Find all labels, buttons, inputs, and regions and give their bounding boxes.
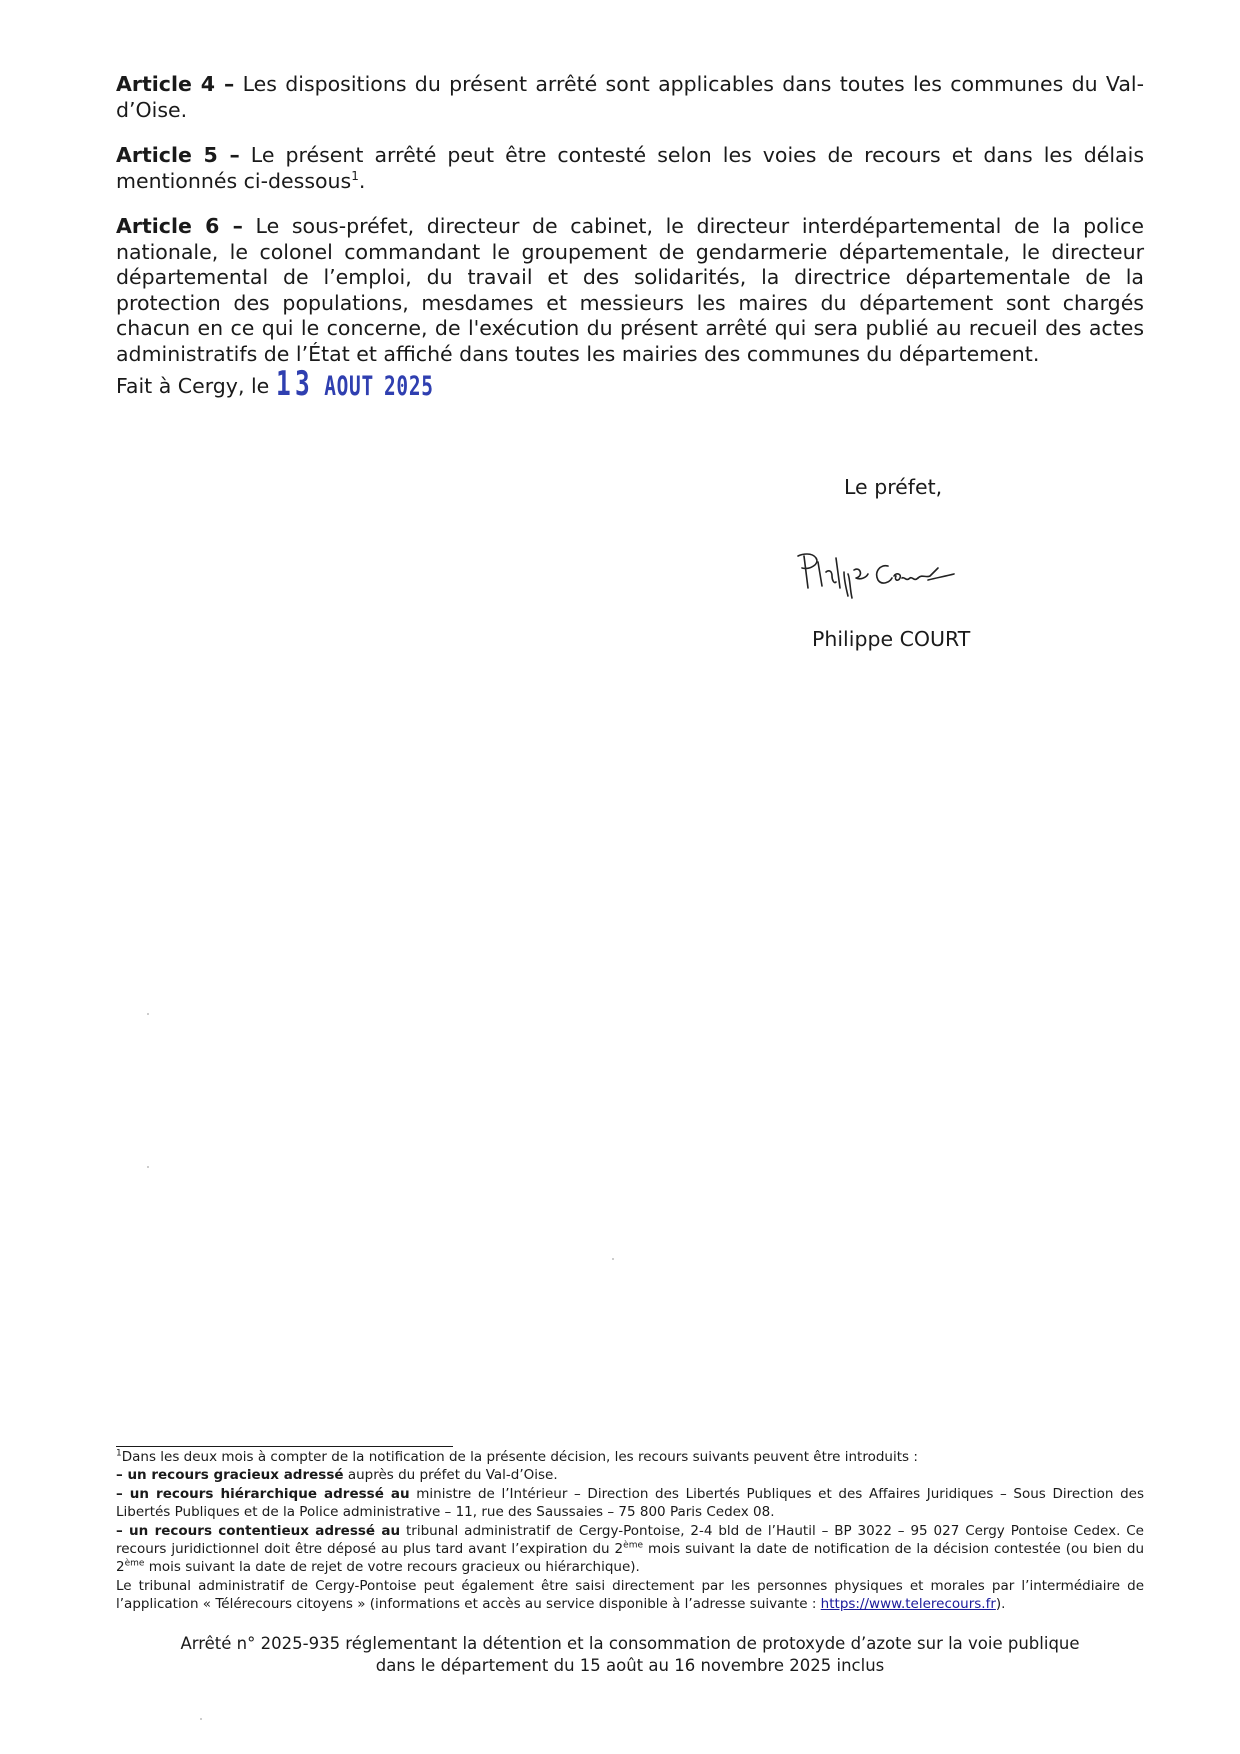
footer-line-2: dans le département du 15 août au 16 novembre 2025 inclus xyxy=(375,1655,885,1675)
article-label: Article 5 – xyxy=(116,143,240,167)
footnote-separator xyxy=(116,1446,453,1447)
footnote-marker: 1 xyxy=(116,1448,122,1459)
document-footer xyxy=(116,1633,1144,1676)
footnote-telerecours: Le tribunal administratif de Cergy-Pontoise peut également être saisi directement par les personnes physiques et morales par l’intermédiaire de l’application « Télérecours citoyens » (informations et accès au service disponible à l’adresse suivante : https://www.telerecours.fr). xyxy=(116,1577,1144,1613)
article-text: Le présent arrêté peut être contesté selon les voies de recours et dans les délais mentionnés ci-dessous xyxy=(116,143,1144,193)
article-label: Article 6 – xyxy=(116,214,243,238)
signatory-title: Le préfet, xyxy=(844,475,943,499)
article-5 xyxy=(116,143,1144,194)
date-stamp xyxy=(276,364,434,404)
signatory-name: Philippe COURT xyxy=(812,627,971,651)
stamp-month: AOUT xyxy=(324,371,374,402)
signing-place: Fait à Cergy, le xyxy=(116,374,270,398)
article-label: Article 4 – xyxy=(116,72,235,96)
article-text: Les dispositions du présent arrêté sont applicables dans toutes les communes du Val-d’Oise. xyxy=(116,72,1145,122)
footnote-reference: 1 xyxy=(351,168,359,183)
footer-line-1: Arrêté n° 2025-935 réglementant la détention et la consommation de protoxyde d’azote sur la voie publique xyxy=(180,1634,1080,1653)
footnote-contentieux: – un recours contentieux adressé au tribunal administratif de Cergy-Pontoise, 2-4 bld de l’Hautil – BP 3022 – 95 027 Cergy Pontoise Cedex. Ce recours juridictionnel doit être déposé au plus tard avant l’expiration du 2ème mois suivant la date de notification de la décision contestée (ou bien du 2ème mois suivant la date de rejet de votre recours gracieux ou hiérarchique). xyxy=(116,1522,1144,1576)
articles-section xyxy=(116,72,1144,387)
stamp-day: 13 xyxy=(276,364,315,404)
article-text: Le sous-préfet, directeur de cabinet, le directeur interdépartemental de la police nationale, le colonel commandant le groupement de gendarmerie départementale, le directeur départemental de l’emploi, du travail et des solidarités, la directrice départementale de la protection des populations, mesdames et messieurs les maires du département sont chargés chacun en ce qui le concerne, de l'exécution du présent arrêté qui sera publié au recueil des actes administratifs de l’État et affiché dans toutes les mairies des communes du département. xyxy=(116,214,1144,366)
footnote-gracieux: – un recours gracieux adressé auprès du préfet du Val-d’Oise. xyxy=(116,1467,558,1484)
footnote xyxy=(116,1448,1144,1614)
footnote-intro: $^1$Dans les deux mois à compter de la notification de la présente décision, les recours suivants peuvent être introduits : xyxy=(116,1448,918,1465)
article-4 xyxy=(116,72,1144,123)
article-6 xyxy=(116,214,1144,367)
article-text-end: . xyxy=(358,168,366,193)
handwritten-signature xyxy=(790,548,970,608)
footnote-hierarchique: – un recours hiérarchique adressé au ministre de l’Intérieur – Direction des Libertés Publiques et des Affaires Juridiques – Sous Direction des Libertés Publiques et de la Police administrative – 11, rue des Saussaies – 75 800 Paris Cedex 08. xyxy=(116,1485,1144,1521)
stamp-year: 2025 xyxy=(383,371,434,402)
telerecours-link[interactable]: https://www.telerecours.fr xyxy=(820,1596,996,1613)
